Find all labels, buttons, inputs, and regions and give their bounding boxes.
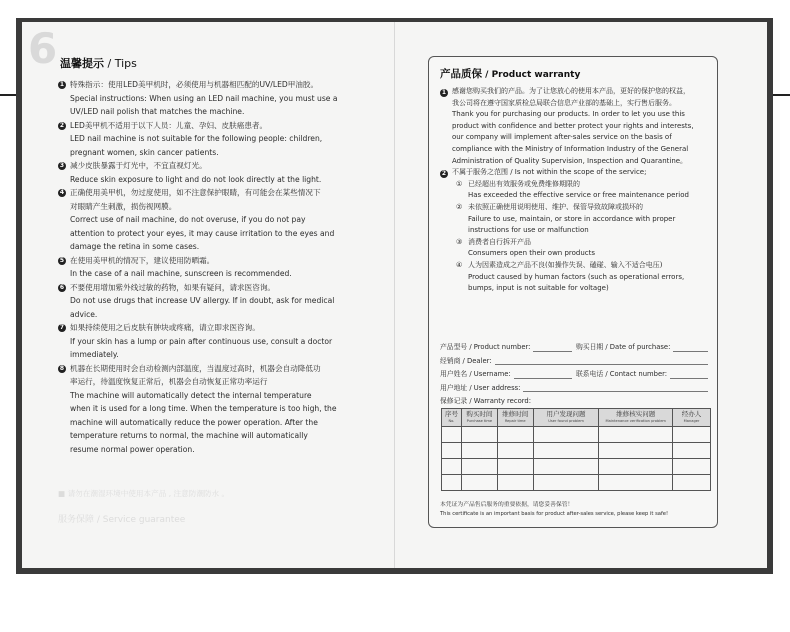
warranty-title-cn: 产品质保 [440, 68, 482, 80]
scope-item [440, 237, 712, 260]
tip-number: 8 [59, 364, 65, 372]
tip-line: Do not use drugs that increase UV allergy. If in doubt, ask for medical [70, 296, 335, 305]
tip-line: 在使用美甲机的情况下，建议使用防晒霜。 [70, 255, 215, 265]
tip-line: damage the retina in some cases. [70, 242, 200, 251]
tip-item [58, 119, 348, 160]
table-header-row [442, 409, 711, 427]
tips-title-en: Tips [114, 57, 137, 70]
table-row [442, 443, 711, 459]
text-line: 我公司将在遵守国家质检总局联合信息产业部的基础上，实行售后服务。 [452, 98, 676, 107]
footer-cn: 本凭证为产品售后服务的重要依据，请您妥善保管！ [440, 502, 574, 508]
tips-title-separator: / [104, 57, 115, 70]
table-row [442, 475, 711, 491]
col-user-found-problem: 用户发现问题 User found problem [533, 409, 599, 427]
tip-item [58, 254, 348, 281]
tip-line: UV/LED nail polish that matches the machine. [70, 107, 245, 116]
tip-line: The machine will automatically detect the internal temperature [70, 390, 312, 400]
purchase-date-line [673, 341, 708, 352]
warranty-record-table [441, 408, 711, 491]
tip-number: 4 [59, 189, 65, 196]
footer-en: This certificate is an important basis for product after-sales service, please keep it safe! [440, 511, 669, 517]
scope-item-line: 人为因素造成之产品不良(如操作失误、磕碰、输入不适合电压) [468, 260, 663, 269]
dealer-line [495, 355, 708, 366]
tip-line: advice. [70, 309, 98, 319]
scope-item-marker: ① [456, 179, 463, 188]
tip-line: 率运行，待温度恢复正常后，机器会自动恢复正常功率运行 [70, 377, 268, 386]
purchase-date-label: 购买日期 / Date of purchase: [576, 343, 671, 351]
tip-line: 不要使用增加紫外线过敏的药物，如果有疑问，请求医咨询。 [70, 282, 276, 292]
tip-line: 机器在长期使用时会自动检测内部温度，当温度过高时，机器会自动降低功 [70, 363, 321, 373]
tip-line: resume normal power operation. [70, 444, 195, 454]
username-line [514, 368, 572, 379]
scope-item-line: Failure to use, maintain, or store in accordance with proper [468, 214, 676, 223]
tip-line: 特殊指示：使用LED美甲机时，必须使用与机器相匹配的UV/LED甲油胶。 [70, 80, 319, 89]
item-number: 1 [441, 89, 447, 96]
username-label: 用户姓名 / Username: [440, 370, 511, 378]
scope-item [440, 202, 712, 237]
tip-line: Reduce skin exposure to light and do not look directly at the light. [70, 174, 322, 184]
tip-line: 对眼睛产生刺激，损伤视网膜。 [70, 201, 177, 211]
warranty-scope [440, 167, 712, 179]
product-number-label: 产品型号 / Product number: [440, 343, 531, 351]
user-address-label: 用户地址 / User address: [440, 383, 521, 392]
tip-line: If your skin has a lump or pain after continuous use, consult a doctor [70, 336, 333, 346]
tip-number: 5 [59, 256, 65, 264]
scope-item-line: Product caused by human factors (such as operational errors, [468, 272, 685, 281]
tip-line: Special instructions: When using an LED nail machine, you must use a [70, 93, 338, 103]
tip-line: attention to protect your eyes, it may cause irritation to the eyes and [70, 228, 335, 238]
tip-line: In the case of a nail machine, sunscreen is recommended. [70, 269, 292, 278]
tip-line: 如果持续使用之后皮肤有肿块或疼痛，请立即求医咨询。 [70, 323, 260, 332]
tip-number: 6 [59, 283, 65, 291]
tip-item [58, 186, 348, 254]
scope-item-marker: ④ [456, 260, 463, 269]
tip-line: 正确使用美甲机，勿过度使用，如不注意保护眼睛，有可能会在某些情况下 [70, 188, 321, 197]
contact-number-label: 联系电话 / Contact number: [576, 370, 668, 378]
tip-item [58, 321, 348, 362]
tip-line: pregnant women, skin cancer patients. [70, 147, 219, 157]
warranty-form [440, 341, 712, 409]
text-line: Thank you for purchasing our products. In order to let you use this [452, 110, 685, 119]
scope-item [440, 260, 712, 295]
scope-item-line: 消费者自行拆开产品 [468, 237, 531, 246]
col-no: 序号 No. [442, 409, 462, 427]
tip-item [58, 78, 348, 119]
tip-number: 2 [59, 121, 65, 129]
table-row [442, 427, 711, 443]
tips-list [58, 78, 348, 456]
tip-line: Correct use of nail machine, do not overuse, if you do not pay [70, 215, 306, 224]
scope-item-line: 未依照正确使用说明使用、维护、保管导致故障或损坏的 [468, 202, 643, 211]
text-line: compliance with the Ministry of Information Industry of the General [452, 144, 689, 153]
warranty-title [440, 66, 580, 81]
warranty-title-en: Product warranty [491, 70, 581, 80]
tip-item [58, 362, 348, 457]
scope-item-line: 已经超出有效服务或免费维修期限的 [468, 179, 580, 188]
tip-item [58, 159, 348, 186]
table-row [442, 459, 711, 475]
text-line: product with confidence and better protect your rights and interests, [452, 121, 694, 130]
tip-number: 1 [59, 81, 65, 88]
tip-number: 3 [59, 162, 65, 169]
scope-item-line: Consumers open their own products [468, 249, 596, 258]
col-purchase-time: 购买时间 Purchase time [461, 409, 497, 427]
scope-item-line: bumps, input is not suitable for voltage) [468, 284, 609, 293]
item-number: 2 [441, 170, 447, 178]
scope-item [440, 179, 712, 202]
tip-number: 7 [59, 324, 65, 331]
user-address-line [523, 382, 708, 393]
warranty-footer [440, 501, 712, 519]
booklet-spine [394, 22, 395, 568]
text-line: 感谢您购买我们的产品。为了让您放心的使用本产品，更好的保护您的权益， [452, 87, 690, 95]
bleed-through-text: ■ 请勿在潮湿环境中使用本产品 , 注意防潮防水 。 [58, 489, 230, 498]
scope-item-marker: ③ [456, 237, 463, 246]
bleed-through-text: 服务保障 / Service guarantee [58, 515, 186, 525]
scope-item-line: instructions for use or malfunction [468, 226, 589, 235]
page-number: 6 [28, 24, 58, 73]
warranty-body [440, 86, 712, 295]
col-maintenance-problem: 维修核实问题 Maintenance verification problem [599, 409, 673, 427]
dealer-label: 经销商 / Dealer: [440, 356, 492, 365]
tips-title [60, 55, 137, 71]
tip-line: LED美甲机不适用于以下人员：儿童、孕妇、皮肤癌患者。 [70, 120, 268, 130]
tip-line: machine will automatically reduce the power operation. After the [70, 417, 318, 427]
warranty-intro [440, 86, 712, 167]
col-repair-time: 维修时间 Repair time [497, 409, 533, 427]
col-manager: 经办人 Manager [673, 409, 711, 427]
scope-item-marker: ② [456, 202, 463, 211]
text-line: 不属于服务之范围 / Is not within the scope of the service; [452, 168, 647, 177]
tip-line: immediately. [70, 350, 119, 359]
tip-line: when it is used for a long time. When the temperature is too high, the [70, 404, 337, 413]
tip-item [58, 281, 348, 322]
tips-title-cn: 温馨提示 [60, 57, 104, 70]
contact-number-line [670, 368, 708, 379]
text-line: our company will implement after-sales service on the basis of [452, 133, 672, 142]
tip-line: LED nail machine is not suitable for the following people: children, [70, 134, 323, 143]
tip-line: 减少皮肤暴露于灯光中，不宜直视灯光。 [70, 161, 207, 170]
tip-line: temperature returns to normal, the machine will automatically [70, 431, 308, 440]
warranty-record-label: 保修记录 / Warranty record: [440, 397, 532, 405]
product-number-line [533, 341, 572, 352]
text-line: Administration of Quality Supervision, Inspection and Quarantine。 [452, 156, 688, 165]
warranty-title-separator: / [482, 70, 492, 80]
scope-item-line: Has exceeded the effective service or free maintenance period [468, 191, 689, 200]
